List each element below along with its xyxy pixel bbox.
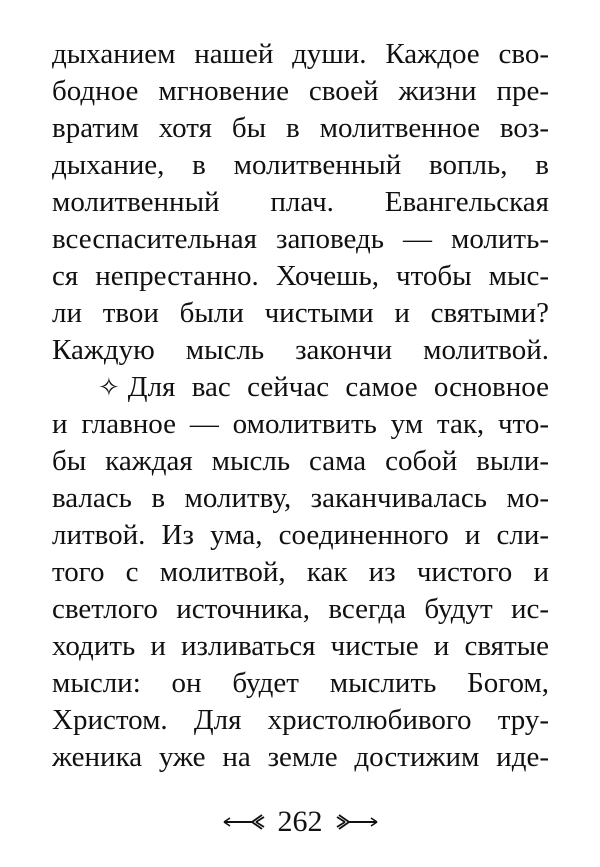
text-line: Для вас сейчас самое основное (127, 371, 549, 403)
page-number: 262 (277, 805, 323, 838)
text-line: валась в молитву, заканчивалась мо- (52, 482, 549, 514)
text-line: Каждую мысль закончи молитвой. (52, 334, 549, 366)
text-line: женика уже на земле достижим иде- (52, 741, 549, 773)
text-line: ся непрестанно. Хочешь, чтобы мыс- (52, 260, 549, 292)
text-line: дыханием нашей души. Каждое сво- (52, 38, 549, 70)
text-line: светлого источника, всегда будут ис- (52, 593, 549, 625)
text-line: бы каждая мысль сама собой выли- (52, 445, 549, 477)
paragraph-star-icon: ✧ (98, 373, 120, 402)
text-line: и главное — омолитвить ум так, что- (52, 408, 549, 440)
text-line: Христом. Для христолюбивого тру- (52, 704, 549, 736)
left-ornament-icon (222, 812, 268, 832)
text-line: ли твои были чистыми и святыми? (52, 297, 549, 329)
paragraph-start-line (98, 369, 549, 405)
right-ornament-icon (333, 812, 379, 832)
page-footer (0, 802, 600, 842)
text-line: мысли: он будет мыслить Богом, (52, 667, 549, 699)
text-line: бодное мгновение своей жизни пре- (52, 75, 549, 107)
text-line: вратим хотя бы в молитвенное воз- (52, 112, 549, 144)
text-line: того с молитвой, как из чистого и (52, 556, 549, 588)
text-line: молитвенный плач. Евангельская (52, 186, 549, 218)
text-line: литвой. Из ума, соединенного и сли- (52, 519, 549, 551)
text-line: всеспасительная заповедь — молить- (52, 223, 549, 255)
text-line: дыхание, в молитвенный вопль, в (52, 149, 549, 181)
text-line: ходить и изливаться чистые и святые (52, 630, 549, 662)
